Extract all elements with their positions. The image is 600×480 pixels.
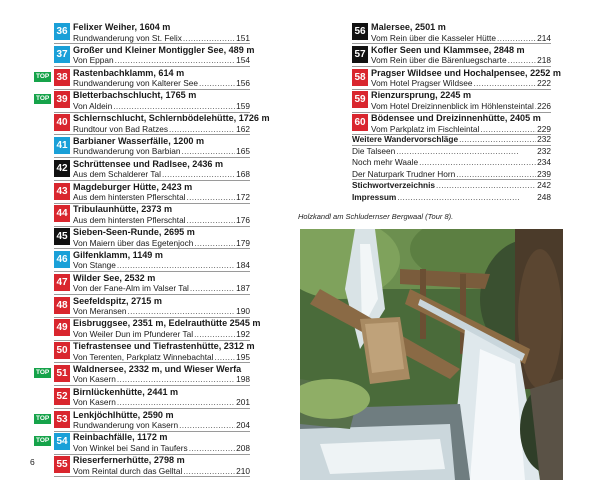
tour-number-badge: 52 [54,388,70,405]
page-ref: 179 [236,237,250,248]
page-ref: 176 [236,214,250,225]
tour-title: Bödensee und Dreizinnenhütte, 2405 m [371,113,541,124]
tour-title: Sieben-Seen-Runde, 2695 m [73,227,195,238]
tour-number-badge: 40 [54,114,70,131]
leader-dots [187,215,236,225]
toc-entry[interactable] [352,44,551,67]
toc-entry[interactable] [34,317,261,340]
toc-entry[interactable] [34,89,250,112]
tour-number-badge: 37 [54,46,70,63]
tour-start: Von Meransen [73,306,127,317]
leader-dots [169,124,235,134]
tour-start: Von Kasern [73,397,116,408]
page-ref: 151 [236,32,250,43]
tour-title: Rienzursprung, 2245 m [371,90,472,101]
tour-subtitle-line [371,124,551,134]
tour-title: Schrüttensee und Radlsee, 2436 m [73,158,224,169]
toc-entry[interactable] [34,295,250,318]
page-ref: 192 [236,328,250,339]
toc-entry[interactable] [34,226,250,249]
page-ref: 190 [236,306,250,317]
tour-start: Rundwanderung von St. Felix [73,32,182,43]
page-ref: 204 [236,420,250,431]
page-ref: 195 [236,351,250,362]
leader-dots [183,466,235,476]
tour-number-badge: 60 [352,114,368,131]
page-ref: 242 [537,180,551,190]
leader-dots [199,78,235,88]
tour-title: Felixer Weiher, 1604 m [73,22,171,32]
leader-dots [128,306,236,316]
top-badge: TOP [36,95,50,103]
tour-number-badge: 55 [54,456,70,473]
leader-dots [115,55,236,65]
tour-subtitle-line [73,283,250,293]
leader-dots [508,55,537,65]
tour-start: Vom Rein über die Bärenluegscharte [371,55,507,66]
tour-title: Eisbruggsee, 2351 m, Edelrauthütte 2545 m [73,318,261,329]
tour-start: Von Aldein [73,100,113,111]
top-badge: TOP [36,414,50,422]
leader-dots [419,157,536,169]
page-ref: 172 [236,192,250,203]
tour-number-badge: 57 [352,46,368,63]
tour-start: Aus dem hintersten Pflerschtal [73,214,186,225]
top-badge: TOP [36,368,50,376]
tour-number-badge: 58 [352,69,368,86]
tour-subtitle-line [371,33,551,43]
leader-dots [189,443,235,453]
tour-subtitle-line [73,124,250,134]
tour-start: Vom Rein über die Kasseler Hütte [371,32,496,43]
tour-title: Tiefrastensee und Tiefrastenhütte, 2312 m [73,341,255,352]
toc-entry[interactable] [34,112,270,135]
page-ref: 218 [537,55,551,66]
tour-title: Rastenbachklamm, 614 m [73,67,185,78]
toc-entry[interactable] [34,67,250,90]
page-ref: 232 [537,134,551,144]
tour-start: Aus dem hintersten Pflerschtal [73,192,186,203]
page-ref: 229 [537,123,551,134]
tour-subtitle-line [73,374,250,384]
tour-start: Vom Parkplatz im Fischleintal [371,123,480,134]
tour-number-badge: 46 [54,251,70,268]
toc-entry[interactable] [34,386,250,409]
page-ref: 168 [236,169,250,180]
tour-title: Birnlückenhütte, 2441 m [73,386,179,397]
leader-dots [113,101,235,111]
tour-start: Rundwanderung von Kalterer See [73,78,198,89]
toc-entry[interactable] [34,363,250,386]
toc-entry[interactable] [34,21,250,44]
tour-subtitle-line [371,55,551,65]
top-badge: TOP [36,72,50,80]
tour-subtitle-line [73,466,250,476]
tour-subtitle-line [371,101,551,111]
page-ref: 248 [537,191,551,202]
tour-title: Schlernschlucht, Schlernbödelehütte, 1726 m [73,113,270,124]
toc-entry[interactable] [352,21,551,44]
extra-label: Die Talseen [352,145,396,156]
toc-left-column [34,21,270,477]
tour-subtitle-line [73,169,250,179]
tour-number-badge: 54 [54,433,70,450]
tour-title: Großer und Kleiner Montiggler See, 489 m [73,44,255,55]
leader-dots [117,374,235,384]
toc-entry[interactable] [34,431,250,454]
toc-entry[interactable] [352,89,551,112]
toc-entry[interactable] [34,44,255,67]
leader-dots [187,192,236,202]
tour-start: Vom Hotel Dreizinnenblick im Höhlensteintal [371,100,534,111]
toc-entry[interactable] [34,135,250,158]
tour-title: Seefeldspitz, 2715 m [73,295,162,306]
extra-label: Impressum [352,191,397,202]
tour-subtitle-line [73,55,250,65]
page-ref: 165 [236,146,250,157]
toc-entry[interactable] [34,454,250,477]
tour-start: Vom Hotel Pragser Wildsee [371,78,473,89]
tour-title: Waldnersee, 2332 m, und Wieser Werfa [73,363,242,374]
tour-subtitle-line [73,146,250,156]
toc-right-column [352,21,561,135]
leader-dots [179,420,235,430]
tour-title: Tribulaunhütte, 2373 m [73,204,173,215]
tour-number-badge: 38 [54,69,70,86]
tour-start: Rundwanderung von Kasern [73,420,179,431]
toc-entry[interactable] [34,181,250,204]
tour-start: Von Eppan [73,55,114,66]
entry-divider [54,476,250,477]
leader-dots [535,101,536,111]
tour-subtitle-line [73,420,250,430]
leader-dots [117,397,235,407]
leader-dots [194,329,235,339]
tour-number-badge: 56 [352,23,368,40]
tour-subtitle-line [73,443,250,453]
page-ref: 162 [236,123,250,134]
toc-extras [352,134,551,203]
tour-number-badge: 51 [54,365,70,382]
tour-title: Wilder See, 2532 m [73,272,156,283]
tour-number-badge: 53 [54,411,70,428]
tour-number-badge: 41 [54,137,70,154]
leader-dots [396,146,536,158]
tour-number-badge: 36 [54,23,70,40]
toc-entry[interactable] [34,340,255,363]
page-ref: 232 [537,145,551,156]
toc-entry[interactable] [34,409,250,432]
toc-extra-entry[interactable] [352,180,551,192]
page-number: 6 [30,457,35,467]
leader-dots [181,146,235,156]
tour-title: Kofler Seen und Klammsee, 2848 m [371,44,525,55]
tour-number-badge: 43 [54,183,70,200]
tour-start: Von Kasern [73,374,116,385]
leader-dots [397,192,536,204]
page-ref: 198 [236,374,250,385]
leader-dots [117,260,235,270]
leader-dots [473,78,536,88]
page-ref: 210 [236,465,250,476]
top-badge: TOP [36,437,50,445]
page-ref: 159 [236,100,250,111]
photo-waterfall-flume [300,229,563,480]
tour-subtitle-line [73,192,250,202]
extra-label: Weitere Wandervorschläge [352,134,459,144]
page-ref: 184 [236,260,250,271]
page-ref: 234 [537,157,551,167]
page-ref: 222 [537,78,551,89]
tour-start: Rundtour von Bad Ratzes [73,123,169,134]
leader-dots [183,33,235,43]
tour-start: Von Terenten, Parkplatz Winnebachtal [73,351,214,362]
toc-extra-entry[interactable] [352,146,551,158]
tour-title: Magdeburger Hütte, 2423 m [73,181,193,192]
tour-number-badge: 45 [54,228,70,245]
tour-start: Aus dem Schalderer Tal [73,169,161,180]
leader-dots [497,33,536,43]
page-ref: 156 [236,78,250,89]
page-ref: 239 [537,168,551,179]
leader-dots [190,283,235,293]
tour-start: Vom Reintal durch das Gelltal [73,465,183,476]
page-ref: 201 [236,397,250,408]
leader-dots [215,352,236,362]
tour-title: Reinbachfälle, 1172 m [73,432,168,443]
tour-title: Gilfenklamm, 1149 m [73,249,163,260]
tour-number-badge: 49 [54,319,70,336]
toc-entry[interactable] [34,158,250,181]
page-ref: 226 [537,100,551,111]
tour-subtitle-line [73,215,250,225]
tour-subtitle-line [73,78,250,88]
tour-title: Pragser Wildsee und Hochalpensee, 2252 m [371,67,561,78]
tour-subtitle-line [371,78,551,88]
tour-subtitle-line [73,329,250,339]
tour-subtitle-line [73,101,250,111]
extra-label: Der Naturpark Trudner Horn [352,168,456,179]
tour-title: Lenkjöchlhütte, 2590 m [73,409,174,420]
tour-title: Rieserfernerhütte, 2798 m [73,455,185,466]
page-ref: 187 [236,283,250,294]
tour-title: Bletterbachschlucht, 1765 m [73,90,197,101]
tour-subtitle-line [73,33,250,43]
tour-number-badge: 47 [54,274,70,291]
tour-subtitle-line [73,352,250,362]
tour-title: Malersee, 2501 m [371,22,446,32]
toc-entry[interactable] [352,67,561,90]
tour-subtitle-line [73,260,250,270]
tour-start: Von Weiler Dun im Pfunderer Tal [73,328,194,339]
page-ref: 154 [236,55,250,66]
leader-dots [162,169,235,179]
leader-dots [436,180,536,192]
tour-subtitle-line [73,306,250,316]
photo-caption: Holzkandl am Schludernser Bergwaal (Tour 8). [298,212,454,221]
tour-start: Rundwanderung von Barbian [73,146,181,157]
tour-number-badge: 48 [54,297,70,314]
toc-extra-entry[interactable] [352,157,551,169]
page-ref: 208 [236,442,250,453]
tour-start: Von Winkel bei Sand in Taufers [73,442,188,453]
toc-entry[interactable] [34,249,250,272]
page-ref: 214 [537,32,551,43]
tour-number-badge: 42 [54,160,70,177]
tour-start: Von Maiern über das Egetenjoch [73,237,194,248]
toc-extra-entry[interactable] [352,192,551,204]
tour-subtitle-line [73,238,250,248]
toc-entry[interactable] [34,203,250,226]
tour-number-badge: 44 [54,205,70,222]
tour-subtitle-line [73,397,250,407]
tour-number-badge: 59 [352,91,368,108]
toc-entry[interactable] [34,272,250,295]
toc-entry[interactable] [352,112,551,135]
tour-number-badge: 50 [54,342,70,359]
leader-dots [194,238,235,248]
toc-extra-entry[interactable] [352,169,551,181]
leader-dots [480,124,536,134]
tour-title: Barbianer Wasserfälle, 1200 m [73,135,205,146]
tour-start: Von der Fane-Alm im Valser Tal [73,283,189,294]
extra-label: Noch mehr Waale [352,157,419,167]
tour-start: Von Stange [73,260,116,271]
tour-number-badge: 39 [54,91,70,108]
extra-label: Stichwortverzeichnis [352,180,435,190]
toc-extra-entry[interactable] [352,134,551,146]
